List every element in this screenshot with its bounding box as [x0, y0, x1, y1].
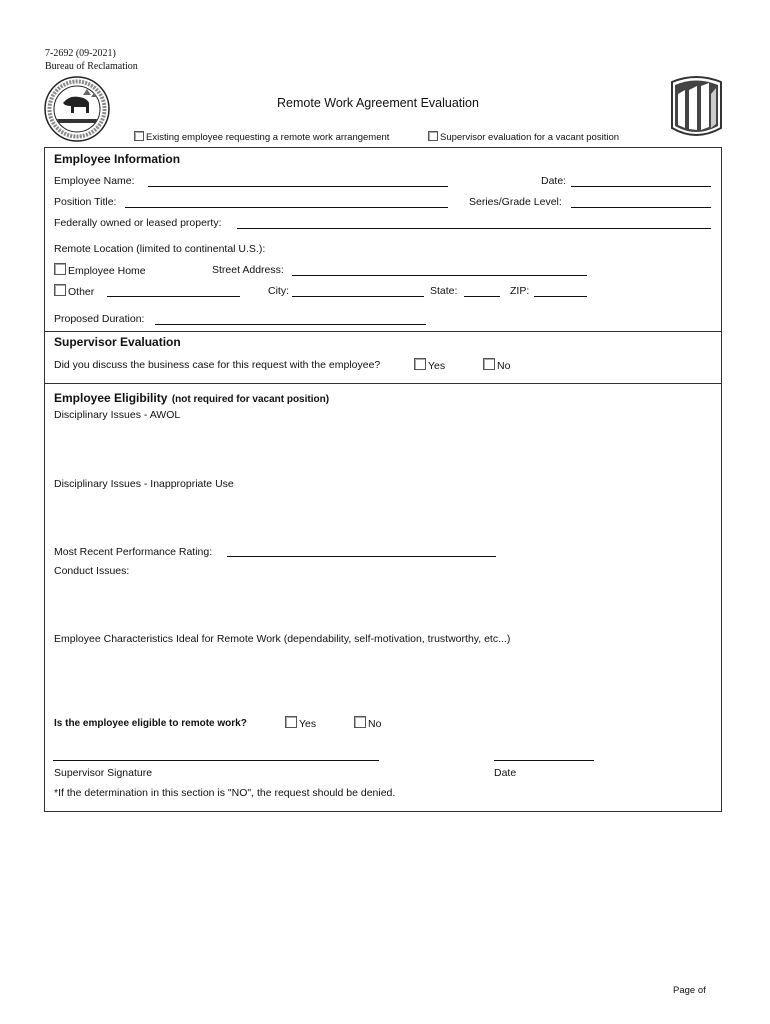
checkbox-icon[interactable] — [428, 131, 438, 141]
checkbox-icon[interactable] — [54, 284, 66, 296]
supervisor-eval-heading: Supervisor Evaluation — [54, 335, 181, 349]
page-number: Page of — [673, 985, 706, 996]
signature-date-field[interactable] — [494, 760, 594, 761]
proposed-duration-label: Proposed Duration: — [54, 313, 145, 325]
employee-name-field[interactable] — [148, 186, 448, 187]
position-title-field[interactable] — [125, 207, 448, 208]
awol-label: Disciplinary Issues - AWOL — [54, 409, 181, 421]
series-grade-field[interactable] — [571, 207, 711, 208]
checkbox-icon[interactable] — [354, 716, 366, 728]
date-field[interactable] — [571, 186, 711, 187]
business-case-question: Did you discuss the business case for this request with the employee? — [54, 359, 381, 371]
characteristics-label: Employee Characteristics Ideal for Remote Work (dependability, self-motivation, trustworthy, etc...) — [54, 633, 511, 645]
street-address-label: Street Address: — [212, 264, 284, 276]
performance-rating-label: Most Recent Performance Rating: — [54, 546, 213, 558]
proposed-duration-field[interactable] — [155, 324, 426, 325]
property-label: Federally owned or leased property: — [54, 217, 222, 229]
other-option[interactable]: Other — [54, 284, 94, 298]
street-address-field[interactable] — [292, 275, 587, 276]
option-existing-employee[interactable]: Existing employee requesting a remote work arrangement — [134, 131, 389, 143]
city-field[interactable] — [292, 296, 424, 297]
eligible-question: Is the employee eligible to remote work? — [54, 718, 247, 729]
series-grade-label: Series/Grade Level: — [469, 196, 562, 208]
inappropriate-use-label: Disciplinary Issues - Inappropriate Use — [54, 478, 234, 490]
position-title-label: Position Title: — [54, 196, 117, 208]
checkbox-icon[interactable] — [134, 131, 144, 141]
section-divider — [44, 383, 722, 384]
eligible-yes-option[interactable]: Yes — [285, 716, 316, 730]
checkbox-icon[interactable] — [54, 263, 66, 275]
signature-date-label: Date — [494, 767, 517, 779]
property-field[interactable] — [237, 228, 711, 229]
employee-home-option[interactable]: Employee Home — [54, 263, 146, 277]
state-field[interactable] — [464, 296, 500, 297]
checkbox-icon[interactable] — [414, 358, 426, 370]
state-label: State: — [430, 285, 458, 297]
business-case-yes-option[interactable]: Yes — [414, 358, 445, 372]
option-vacant-position[interactable]: Supervisor evaluation for a vacant position — [428, 131, 619, 143]
zip-field[interactable] — [534, 296, 587, 297]
eligibility-heading: Employee Eligibility (not required for vacant position) — [54, 391, 330, 405]
performance-rating-field[interactable] — [227, 556, 496, 557]
supervisor-signature-field[interactable] — [53, 760, 379, 761]
employee-name-label: Employee Name: — [54, 175, 135, 187]
conduct-issues-label: Conduct Issues: — [54, 565, 130, 577]
checkbox-icon[interactable] — [483, 358, 495, 370]
form-number: 7-2692 (09-2021) — [45, 48, 116, 59]
remote-location-label: Remote Location (limited to continental U.S.): — [54, 243, 266, 255]
form-title: Remote Work Agreement Evaluation — [277, 96, 479, 110]
date-label: Date: — [541, 175, 567, 187]
supervisor-signature-label: Supervisor Signature — [54, 767, 153, 779]
business-case-no-option[interactable]: No — [483, 358, 510, 372]
denial-note: *If the determination in this section is "NO", the request should be denied. — [54, 787, 396, 799]
other-location-field[interactable] — [107, 296, 240, 297]
city-label: City: — [268, 285, 289, 297]
section-divider — [44, 331, 722, 332]
checkbox-icon[interactable] — [285, 716, 297, 728]
employee-info-heading: Employee Information — [54, 152, 181, 166]
zip-label: ZIP: — [510, 285, 530, 297]
reclamation-logo-icon — [669, 74, 724, 140]
agency-name: Bureau of Reclamation — [45, 61, 138, 72]
doi-seal-icon — [43, 75, 111, 143]
eligible-no-option[interactable]: No — [354, 716, 381, 730]
